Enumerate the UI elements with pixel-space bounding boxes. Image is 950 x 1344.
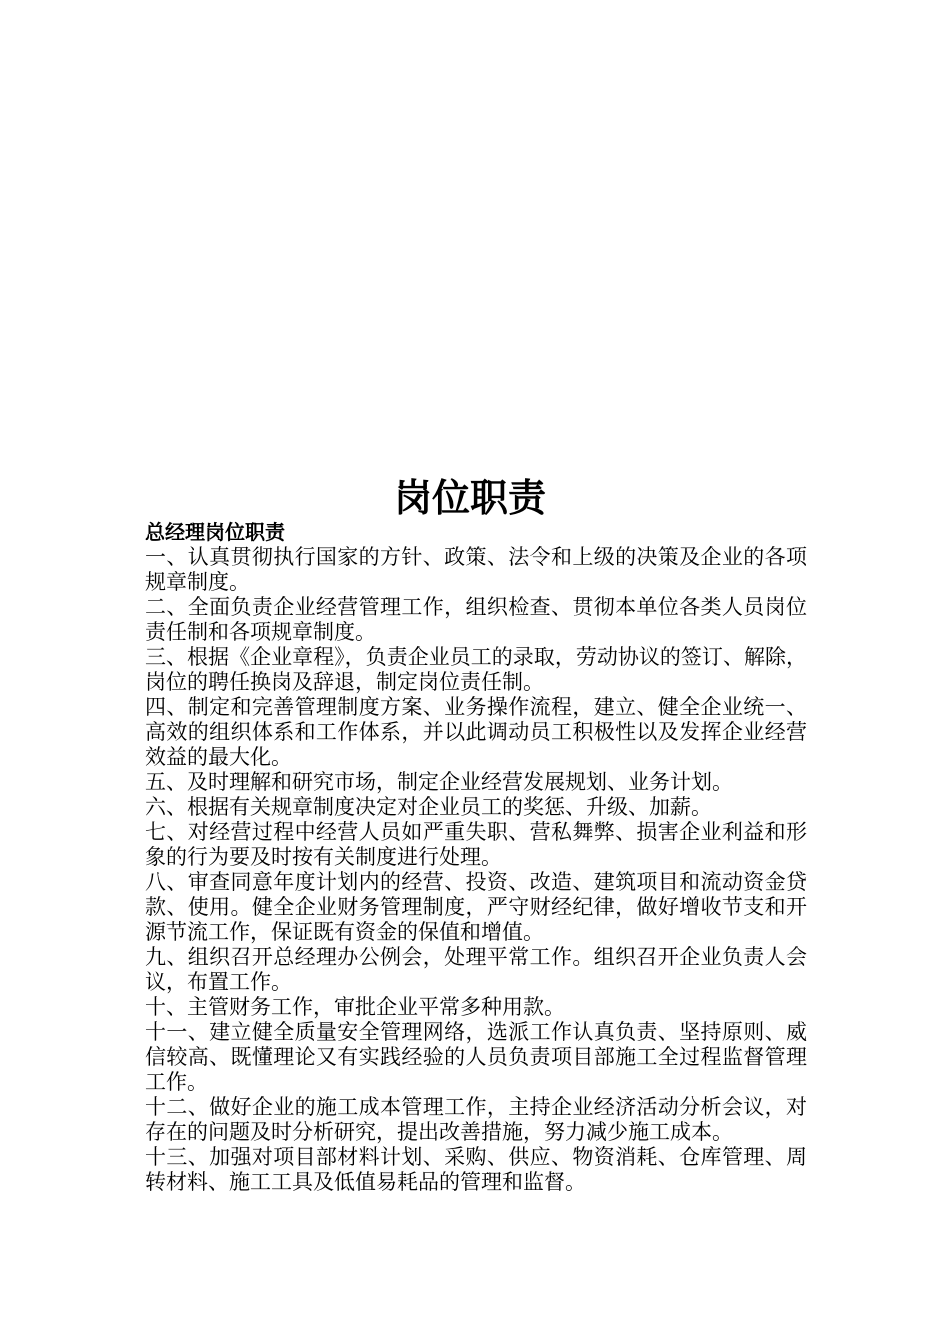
duty-item-8: 八、审查同意年度计划内的经营、投资、改造、建筑项目和流动资金贷款、使用。健全企业财务管理制度，严守财经纪律，做好增收节支和开源节流工作，保证既有资金的保值和增值。 <box>145 870 807 944</box>
duty-item-5: 五、及时理解和研究市场，制定企业经营发展规划、业务计划。 <box>145 770 733 794</box>
duty-item-9: 九、组织召开总经理办公例会，处理平常工作。组织召开企业负责人会议，布置工作。 <box>145 945 807 994</box>
page-title: 岗位职责 <box>393 476 546 520</box>
duty-item-6: 六、根据有关规章制度决定对企业员工的奖惩、升级、加薪。 <box>145 795 712 819</box>
duty-item-7: 七、对经营过程中经营人员如严重失职、营私舞弊、损害企业利益和形象的行为要及时按有关制度进行处理。 <box>145 820 807 869</box>
duty-item-11: 十一、建立健全质量安全管理网络，选派工作认真负责、坚持原则、威信较高、既懂理论又有实践经验的人员负责项目部施工全过程监督管理工作。 <box>145 1020 807 1094</box>
duty-item-12: 十二、做好企业的施工成本管理工作，主持企业经济活动分析会议，对存在的问题及时分析研究，提出改善措施，努力减少施工成本。 <box>145 1095 807 1144</box>
duty-item-1: 一、认真贯彻执行国家的方针、政策、法令和上级的决策及企业的各项规章制度。 <box>145 545 807 594</box>
section-heading: 总经理岗位职责 <box>145 520 285 544</box>
duty-item-10: 十、主管财务工作，审批企业平常多种用款。 <box>145 995 565 1019</box>
document-body <box>145 520 807 1195</box>
duty-item-13: 十三、加强对项目部材料计划、采购、供应、物资消耗、仓库管理、周转材料、施工工具及低值易耗品的管理和监督。 <box>145 1145 807 1194</box>
duty-item-4: 四、制定和完善管理制度方案、业务操作流程，建立、健全企业统一、高效的组织体系和工作体系，并以此调动员工积极性以及发挥企业经营效益的最大化。 <box>145 695 807 769</box>
duty-item-3: 三、根据《企业章程》，负责企业员工的录取，劳动协议的签订、解除，岗位的聘任换岗及辞退，制定岗位责任制。 <box>145 645 807 694</box>
duty-item-2: 二、全面负责企业经营管理工作，组织检查、贯彻本单位各类人员岗位责任制和各项规章制度。 <box>145 595 807 644</box>
